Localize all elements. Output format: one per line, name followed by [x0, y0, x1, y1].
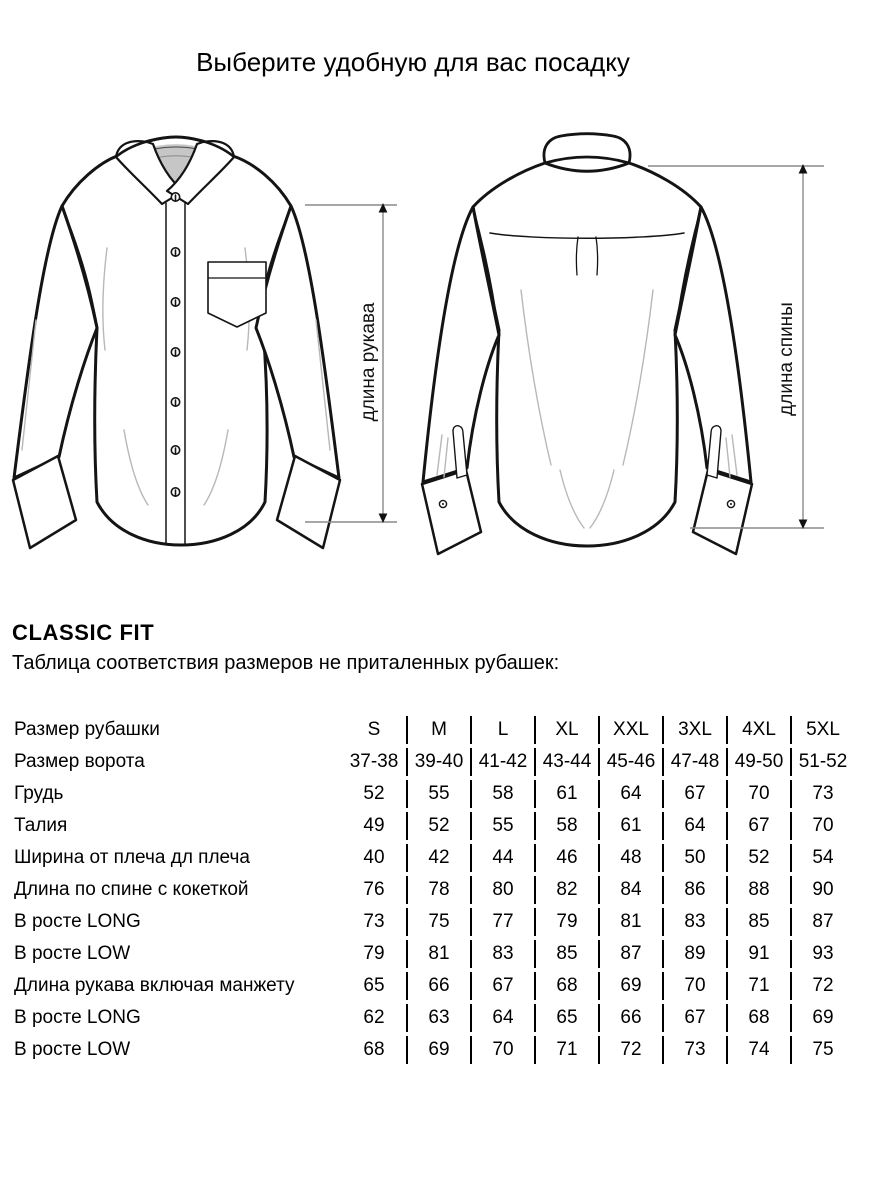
table-row-sleeve-length-low	[12, 1036, 854, 1064]
table-row-shoulder-width	[12, 844, 854, 872]
size-cell: 72	[790, 972, 854, 1000]
size-cell: 61	[534, 780, 598, 808]
size-cell: 51-52	[790, 748, 854, 776]
row-label: Размер ворота	[14, 751, 145, 772]
size-cell: 70	[726, 780, 790, 808]
sleeve-length-label: длина рукава	[358, 302, 379, 422]
size-cell: 93	[790, 940, 854, 968]
size-cell: 70	[662, 972, 726, 1000]
size-cell: 78	[406, 876, 470, 904]
row-label: Ширина от плеча дл плеча	[14, 847, 250, 868]
row-label: В росте LOW	[14, 1039, 131, 1060]
classic-fit-heading: CLASSIC FIT	[12, 620, 155, 645]
row-label: В росте LONG	[14, 1007, 141, 1028]
size-cell: 86	[662, 876, 726, 904]
size-cell: 87	[790, 908, 854, 936]
size-cell: 64	[662, 812, 726, 840]
size-cell: 40	[363, 847, 385, 868]
table-row-back-length	[12, 876, 854, 904]
size-cell: 52	[363, 783, 385, 804]
size-cell: 75	[790, 1036, 854, 1064]
table-row-chest	[12, 780, 854, 808]
size-cell: 68	[726, 1004, 790, 1032]
size-cell: 73	[363, 911, 385, 932]
row-label: Талия	[14, 815, 68, 836]
row-label: В росте LOW	[14, 943, 131, 964]
table-row-back-length-low	[12, 940, 854, 968]
size-cell: 88	[726, 876, 790, 904]
size-cell: 90	[790, 876, 854, 904]
size-cell: 66	[406, 972, 470, 1000]
size-cell: M	[406, 716, 470, 744]
size-cell: 67	[470, 972, 534, 1000]
size-cell: 67	[662, 1004, 726, 1032]
size-cell: 62	[363, 1007, 385, 1028]
row-label: Грудь	[14, 783, 64, 804]
size-cell: 70	[470, 1036, 534, 1064]
table-row-collar-size	[12, 748, 854, 776]
size-cell: 58	[470, 780, 534, 808]
size-cell: 48	[598, 844, 662, 872]
row-label: Длина по спине с кокеткой	[14, 879, 249, 900]
shirt-back-diagram	[422, 134, 752, 554]
size-cell: 41-42	[470, 748, 534, 776]
size-cell: 4XL	[726, 716, 790, 744]
table-row-back-length-long	[12, 908, 854, 936]
size-cell: 54	[790, 844, 854, 872]
size-cell: 87	[598, 940, 662, 968]
size-cell: 80	[470, 876, 534, 904]
size-cell: 73	[662, 1036, 726, 1064]
size-cell: 42	[406, 844, 470, 872]
size-cell: 55	[406, 780, 470, 808]
size-cell: 81	[598, 908, 662, 936]
table-row-shirt-size	[12, 716, 854, 744]
size-cell: 63	[406, 1004, 470, 1032]
size-cell: 64	[470, 1004, 534, 1032]
shirt-front-diagram	[13, 137, 340, 548]
size-cell: 50	[662, 844, 726, 872]
size-cell: 68	[534, 972, 598, 1000]
size-cell: 69	[790, 1004, 854, 1032]
size-cell: 43-44	[534, 748, 598, 776]
size-cell: 82	[534, 876, 598, 904]
size-cell: 83	[662, 908, 726, 936]
size-cell: 49-50	[726, 748, 790, 776]
size-cell: 52	[406, 812, 470, 840]
size-cell: 65	[363, 975, 385, 996]
size-cell: 73	[790, 780, 854, 808]
size-cell: 75	[406, 908, 470, 936]
size-cell: 3XL	[662, 716, 726, 744]
size-cell: 39-40	[406, 748, 470, 776]
size-cell: 84	[598, 876, 662, 904]
size-cell: 46	[534, 844, 598, 872]
size-cell: 44	[470, 844, 534, 872]
size-cell: 61	[598, 812, 662, 840]
size-cell: 65	[534, 1004, 598, 1032]
table-row-sleeve-length	[12, 972, 854, 1000]
size-cell: L	[470, 716, 534, 744]
size-cell: 58	[534, 812, 598, 840]
size-cell: 67	[662, 780, 726, 808]
size-cell: 45-46	[598, 748, 662, 776]
size-cell: 64	[598, 780, 662, 808]
page-title: Выберите удобную для вас посадку	[196, 47, 630, 77]
size-cell: 69	[598, 972, 662, 1000]
size-cell: 71	[534, 1036, 598, 1064]
size-cell: XL	[534, 716, 598, 744]
size-cell: 83	[470, 940, 534, 968]
size-cell: 85	[534, 940, 598, 968]
size-cell: 66	[598, 1004, 662, 1032]
size-cell: 76	[363, 879, 385, 900]
size-cell: 79	[534, 908, 598, 936]
size-cell: 74	[726, 1036, 790, 1064]
size-cell: 47-48	[662, 748, 726, 776]
size-cell: 69	[406, 1036, 470, 1064]
size-cell: 89	[662, 940, 726, 968]
size-table	[12, 712, 854, 1068]
row-label: В росте LONG	[14, 911, 141, 932]
chest-pocket	[208, 262, 266, 327]
size-cell: 68	[363, 1039, 385, 1060]
row-label: Длина рукава включая манжету	[14, 975, 295, 996]
size-cell: 77	[470, 908, 534, 936]
size-cell: 71	[726, 972, 790, 1000]
size-cell: XXL	[598, 716, 662, 744]
size-cell: 85	[726, 908, 790, 936]
size-cell: 49	[363, 815, 385, 836]
size-cell: 79	[363, 943, 385, 964]
size-cell: S	[367, 719, 381, 740]
table-subtitle: Таблица соответствия размеров не приталенных рубашек:	[12, 652, 560, 674]
size-cell: 81	[406, 940, 470, 968]
size-cell: 55	[470, 812, 534, 840]
table-row-waist	[12, 812, 854, 840]
row-label: Размер рубашки	[14, 719, 160, 740]
back-length-label: длина спины	[776, 302, 797, 416]
shirt-diagrams	[0, 130, 881, 570]
size-cell: 72	[598, 1036, 662, 1064]
size-cell: 91	[726, 940, 790, 968]
table-row-sleeve-length-long	[12, 1004, 854, 1032]
size-cell: 5XL	[790, 716, 854, 744]
size-cell: 37-38	[349, 751, 399, 772]
size-cell: 52	[726, 844, 790, 872]
size-cell: 67	[726, 812, 790, 840]
size-cell: 70	[790, 812, 854, 840]
